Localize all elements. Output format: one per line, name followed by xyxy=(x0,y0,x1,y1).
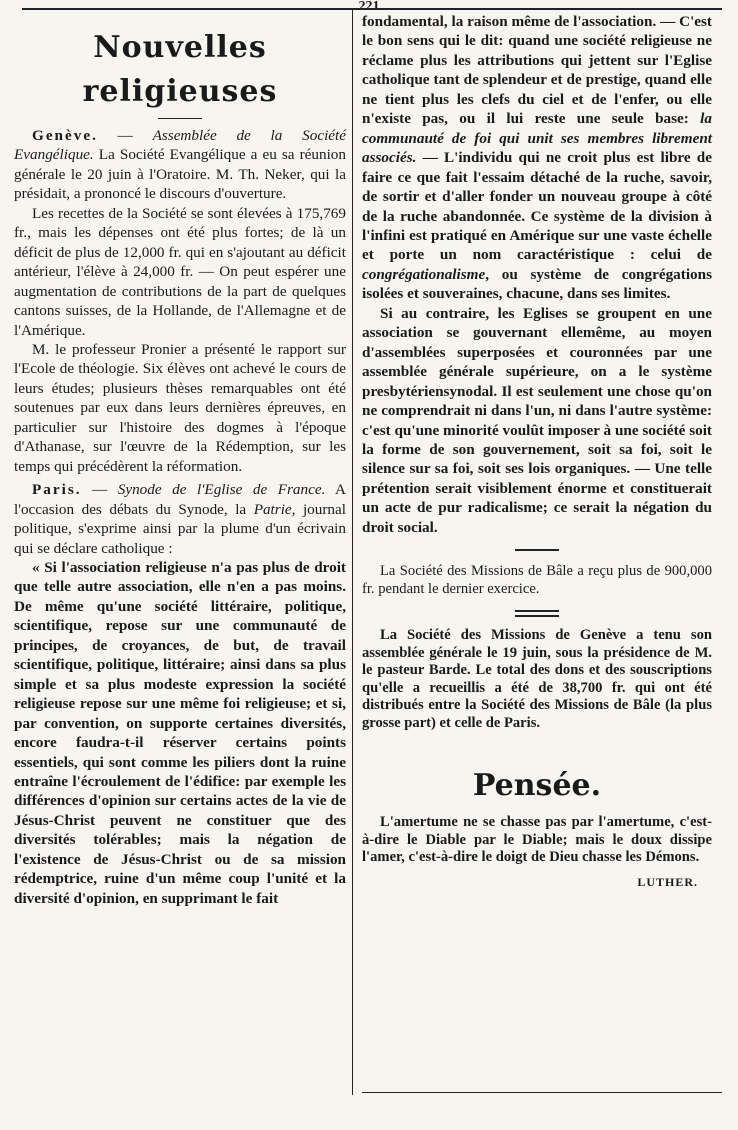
section-title: Nouvelles religieuses xyxy=(82,30,278,109)
geneve-missions-text: La Société des Missions de Genève a tenu son assemblée générale le 19 juin, sous la présidence de M. le pasteur Barde. Le total des dons et des souscriptions qu'elle a recueillis a été de 38,700 fr. qui ont été distribués entre la Société des Missions de Bâle (la plus grosse part) et celle de Paris. xyxy=(362,627,712,731)
cont-text-a: fondamental, la raison même de l'association. — C'est le bon sens qui le dit: quand une société religieuse ne réclame plus les attributions qui jettent sur l'Eglise catholique tant de splendeur et de prestige, quand elle ne tient plus les clefs du ciel et de l'enfer, ou elle n'existe pas, ou il lui reste une seule base: xyxy=(362,13,712,128)
bale-note-text: La Société des Missions de Bâle a reçu plus de 900,000 fr. pendant le dernier exercice. xyxy=(362,563,712,597)
geneve-subtitle: Assemblée de la Société Evangélique. xyxy=(14,127,346,164)
paris-subtitle: Synode de l'Eglise de France. xyxy=(117,481,326,499)
geneve-place: Genève. xyxy=(32,127,98,144)
geneve-paragraph-2: Les recettes de la Société se sont élevées à 175,769 fr., mais les dépenses ont été plus fortes; de là un déficit de plus de 12,000 fr. qui en s'ajoutant au déficit antérieur, l'élève à 24,000 fr. — On peut espérer une augmentation de contributions de la part de quelques cantons suisses, de la Hollande, de l'Allemagne et de l'Amérique. xyxy=(14,204,346,339)
left-column xyxy=(14,12,346,908)
cont-emphasis-2: congrégationalisme xyxy=(362,265,486,283)
geneve-paragraph-1 xyxy=(14,126,346,204)
separator-rule xyxy=(515,549,559,551)
separator-double-rule xyxy=(515,610,559,617)
paris-dash: — xyxy=(81,481,118,499)
bale-note xyxy=(362,563,712,598)
thought-text: L'amertume ne se chasse pas par l'amertume, c'est-à-dire le Diable par le Diable; mais le doux dissipe l'amer, c'est-à-dire le doigt de Dieu chasse les Démons. xyxy=(362,814,712,866)
paris-text-1b: , journal politique, s'exprime ainsi par la plume d'un écrivain qui se déclare catholique : xyxy=(14,500,346,557)
thought-author: LUTHER. xyxy=(637,874,698,889)
geneve-missions-note xyxy=(362,627,712,732)
cont-text-b: — L'individu qui ne croit plus est libre de faire ce que fait l'essaim détaché de la ruche, savoir, de sortir et d'aller fonder un nouveau groupe à côté de la ruche abandonnée. Ce système de la division à l'infini est pratiqué en Amérique sur une vaste échelle et porte un nom caractéristique : celui de xyxy=(362,149,712,264)
paris-quote: « Si l'association religieuse n'a pas plus de droit que telle autre association, elle n'en a pas moins. De même qu'une société littéraire, politique, scientifique, repose sur une communauté de principes, de croyances, de but, de travail scientifique, politique, littéraire; ainsi dans sa plus simple et sa plus modeste expression la société religieuse repose sur une même foi religieuse; et si, par convention, on supporte certaines diversités, encore faudra-t-il réserver certains points essentiels, qui sont comme les piliers dont la ruine entraîne l'écroulement de l'édifice: par exemple les différences d'opinion sur certains actes de la vie de Jésus-Christ peuvent ne constituer que des diversités tolérables; mais la négation de l'existence de Jésus-Christ ou de sa mission rédemptrice, ruine d'un même coup l'unité et la diversité d'opinion, en supprimant le fait xyxy=(14,558,346,907)
geneve-dash: — xyxy=(97,127,153,144)
cont-emphasis-1: la communauté de foi qui unit ses membres librement associés. xyxy=(362,110,712,167)
top-rule xyxy=(22,8,722,10)
column-divider xyxy=(352,10,353,1095)
thought-title: Pensée. xyxy=(472,768,602,804)
title-rule xyxy=(158,118,202,119)
continued-paragraph xyxy=(362,12,712,304)
continued-paragraph-2: Si au contraire, les Eglises se groupent en une association se gouvernant ellemême, au moyen d'assemblées superposées et couronnées par une assemblée générale supérieure, on a le système presbytériensynodal. Il est seulement une chose qu'on ne comprendrait ni dans l'un, ni dans l'autre système: c'est qu'une minorité voulût imposer à une société soit la forme de son gouvernement, soit sa foi, soit le silence sur sa foi, soit ses lois organiques. — Une telle prétention serait visiblement énorme et constituerait un acte de pur radicalisme; ce serait la négation du droit social. xyxy=(362,304,712,536)
right-column xyxy=(362,12,712,892)
paris-patrie: Patrie xyxy=(253,500,292,518)
paris-text-1a: A l'occasion des débats du Synode, la xyxy=(14,481,347,518)
paris-place: Paris. xyxy=(32,481,82,499)
cont-text-c: , ou système de congrégations isolées et souveraines, chacune, dans ses limites. xyxy=(362,265,712,303)
geneve-text-1: La Société Evangélique a eu sa réunion générale le 20 juin à l'Oratoire. M. Th. Neker, qui la présidait, a prononcé le discours d'ouverture. xyxy=(14,146,346,203)
geneve-paragraph-3: M. le professeur Pronier a présenté le rapport sur l'Ecole de théologie. Six élèves ont achevé le cours de leurs études; plusieurs thèses remarquables ont été soutenues par eux dans leurs dernières épreuves, en particulier sur l'histoire des dogmes à l'époque d'Athanase, sur l'œuvre de la Rédemption, sur les temps qui précédèrent la réformation. xyxy=(14,340,346,475)
bottom-box-rule xyxy=(362,1092,722,1093)
page-number: 221 xyxy=(358,0,380,14)
paris-paragraph-1 xyxy=(14,480,346,558)
